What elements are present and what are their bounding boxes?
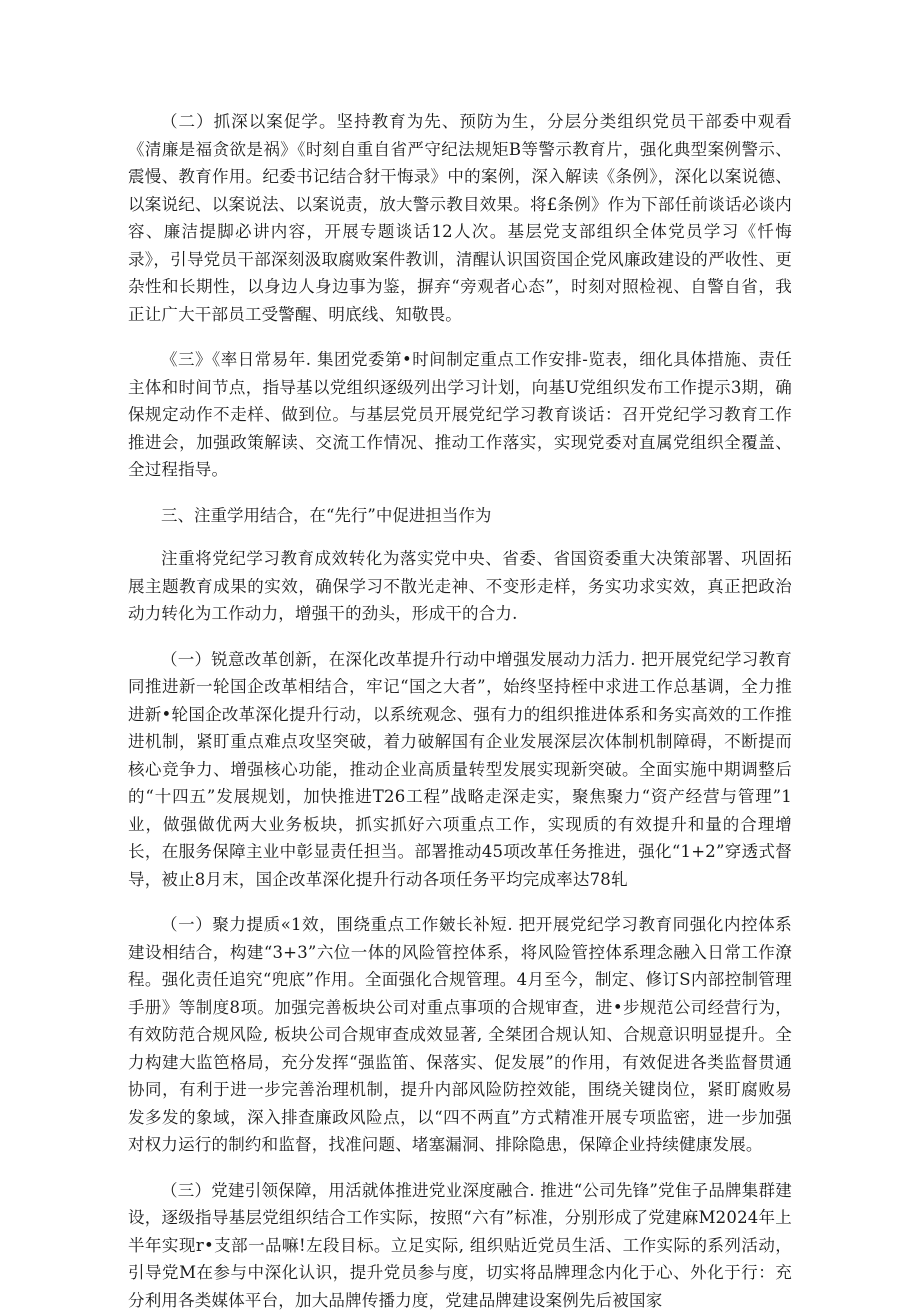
paragraph-learning-through-cases: （二）抓深以案促学。坚持教育为先、预防为生，分层分类组织党员干部委中观看《清廉是福贪欲是祸》《时刻自重自省严守纪法规矩B等警示教育片，强化典型案例警示、震慢、教育作用。纪委书记结合豺干悔录》中的案例，深入解读《条例》，深化以案说德、以案说纪、以案说法、以案说责，放大警示教目效果。将£条例》作为下部任前谈话必谈内容、廉洁提脚必讲内容，开展专题谈话12人次。基层党支部组织全体党员学习《忏悔录》，引导党员干部深刻汲取腐败案件教训，清醒认识国资国企党风廉政建设的严收性、更杂性和长期性，以身边人身边事为鉴，摒弃“旁观者心态”，时刻对照检视、自警自省，我正让广大干部员工受警醒、明底线、知敬畏。	[128, 108, 792, 328]
paragraph-section-intro: 注重将党纪学习教育成效转化为落实党中央、省委、省国资委重大决策部署、巩固拓展主题教育成果的实效，确保学习不散光走神、不变形走样，务实功求实效，真正把政治动力转化为工作动力，增强干的劲头，形成干的合力.	[128, 545, 792, 628]
paragraph-quality-efficiency: （一）聚力提质«1效，围绕重点工作皴长补短. 把开展党纪学习教育同强化内控体系建设相结合，构建“3+3”六位一体的风险管控体系，将风险管控体系理念融入日常工作潦程。强化责任追究“兜底”作用。全面强化合规管理。4月至今，制定、修订S内部控制管理手册》等制度8项。加强完善板块公司对重点事项的合规审查，进•步规范公司经营行为，有效防范合规风险, 板块公司合规审查成效显著, 全桀团合规认知、合规意识明显提升。全力构建大监笆格局，充分发挥“强监笛、保落实、促发展”的作用，有效促进各类监督贯通协同，有利于进一步完善治理机制，提升内部风险防控效能，围绕关键岗位，紧盯腐败易发多发的象域，深入排查廉政风险点，以“四不两直”方式精准开展专项监密，进一步加强对权力运行的制约和监督，找准问题、堵塞漏洞、排除隐患，保障企业持续健康发展。	[128, 911, 792, 1159]
paragraph-reform-innovation: （一）锐意改革创新，在深化改革提升行动中增强发展动力活力. 把开展党纪学习教育同推进新一轮国企改革相结合，牢记“国之大者”，始终坚持桎中求进工作总基调，全力推进新•轮国企改革深化提升行动，以系统观念、强有力的组织推进体系和务实高效的工作推进机制，紧盯重点难点攻坚突破，着力破解国有企业发展深层次体制机制障碍，不断提而核心竞争力、增强核心功能，推动企业高质量转型发展实现新突破。全面实施中期调整后的“十四五”发展规划，加快推进T26工程”战略走深走实，聚焦聚力“资产经营与管理”1业，做强做优两大业务板块，抓实抓好六项重点工作，实现质的有效提升和量的合理增长，在服务保障主业中彰显责任担当。部署推动45项改革任务推进，强化“1+2”穿透式督导，被止8月末，国企改革深化提升行动各项任务平均完成率达78轧	[128, 646, 792, 894]
section-heading-three: 三、注重学用结合，在“先行”中促进担当作为	[128, 502, 792, 530]
paragraph-regular-work: 《三》《率日常易年. 集团党委第•时间制定重点工作安排-览表，细化具体措施、责任主体和时间节点，指导基以党组织逐级列出学习计划，向基U党组织发布工作提示3期，确保规定动作不走样、做到位。与基层党员开展党纪学习教育谈话：召开党纪学习教育工作推进会，加强政策解读、交流工作情况、推动工作落实，实现党委对直属党组织全覆盖、全过程指导。	[128, 346, 792, 484]
paragraph-party-building: （三）党建引领保障，用活就体推进党业深度融合. 推进“公司先锋”党隹子品牌集群建设，逐级指导基层党组织结合工作实际，按照“六有”标准，分别形成了党建麻M2024年上半年实现r•支部一品嘛!左段目标。立足实际, 组织贴近党员生活、工作实际的系列活动，引导党M在参与中深化认识，提升党员参与度，切实将品牌理念内化于心、外化于行：充分利用各类媒体平台，加大品牌传播力度，党建品牌建设案例先后被国家	[128, 1177, 792, 1314]
